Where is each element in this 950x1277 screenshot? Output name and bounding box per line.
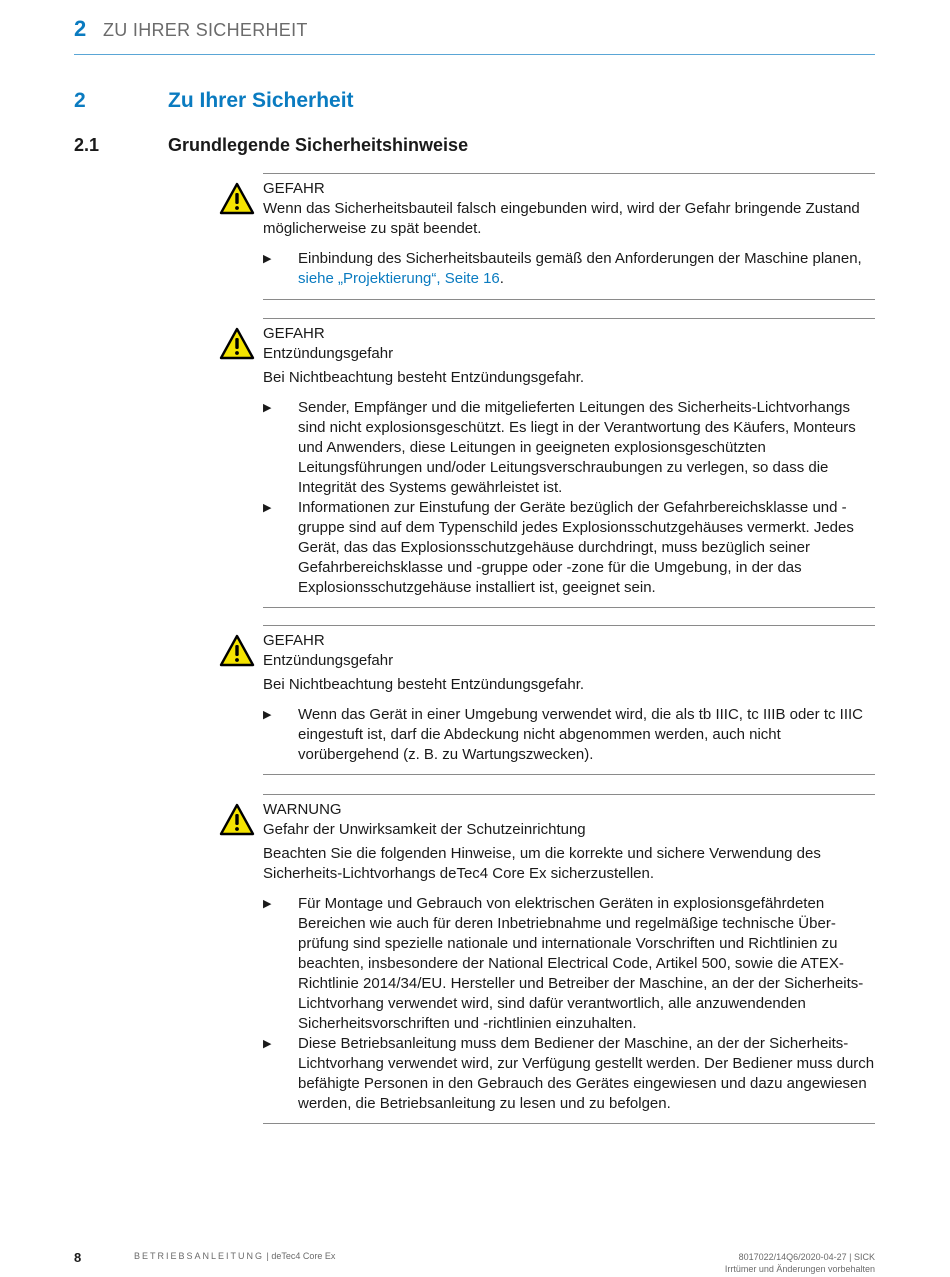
subsection-number: 2.1 (74, 135, 100, 155)
list-item-text: Informationen zur Einstufung der Geräte bezüglich der Gefahrbereichsklasse und -gruppe sind auf dem Typenschild jedes Explosionsschutzgehäuses vermerkt. Jedes Gerät, das das Explosionsschutzgehäuse durchdringt, muss bezüglich seiner Gefahrbereichsklasse und -gruppe oder -zone für die Umgebung, in der das Explosionsschutzgehäuse installiert ist, geeignet sein. (298, 499, 854, 596)
warning-triangle-icon (219, 182, 255, 215)
action-list (263, 398, 875, 598)
list-item-text: Diese Betriebsanleitung muss dem Bediener der Maschine, an der der Sicherheits-Lichtvorhang verwendet wird, zur Verfügung gestellt werden. Der Bediener muss durch befähigte Personen in den Gebrauch des Gerätes eingewiesen und dazu angewiesen werden, die Betriebsanleitung zu lesen und zu befolgen. (298, 1035, 875, 1112)
running-header (74, 16, 875, 55)
header-chapter-title: ZU IHRER SICHERHEIT (103, 20, 308, 40)
footer-disclaimer: Irrtümer und Änderungen vorbehalten (724, 1264, 875, 1274)
list-item-text: Einbindung des Sicherheitsbauteils gemäß den Anforderungen der Maschine planen, (298, 250, 862, 267)
bullet-arrow-icon: ▶ (263, 502, 272, 514)
section-number: 2 (74, 89, 86, 112)
section-heading (74, 89, 875, 117)
warning-triangle-icon (219, 803, 255, 836)
bullet-arrow-icon: ▶ (263, 1038, 272, 1050)
footer-reference (725, 1251, 875, 1275)
action-list (263, 249, 875, 289)
footer-product: deTec4 Core Ex (271, 1251, 336, 1261)
bullet-arrow-icon: ▶ (263, 253, 272, 265)
bullet-arrow-icon: ▶ (263, 709, 272, 721)
footer-doc-ref: 8017022/14Q6/2020-04-27 | SICK (738, 1252, 875, 1262)
header-chapter-number: 2 (74, 16, 87, 41)
notice-body: Bei Nichtbeachtung besteht Entzündungsgefahr. (263, 676, 585, 693)
footer-doc-type: BETRIEBSANLEITUNG (134, 1251, 265, 1261)
danger-notice (263, 625, 875, 775)
list-item (263, 894, 875, 1034)
notice-body: Bei Nichtbeachtung besteht Entzündungsgefahr. (263, 369, 585, 386)
danger-notice (263, 318, 875, 608)
action-list (263, 705, 875, 765)
warning-notice (263, 794, 875, 1124)
list-item-text-end: . (499, 270, 504, 287)
list-item (263, 398, 875, 498)
subsection-heading (74, 135, 875, 161)
notice-body: Wenn das Sicherheitsbauteil falsch eingebunden wird, wird der Gefahr bringende Zustand möglicherweise zu spät beendet. (263, 200, 860, 237)
warning-triangle-icon (219, 634, 255, 667)
signal-word: GEFAHR (263, 632, 325, 649)
section-title: Zu Ihrer Sicherheit (168, 89, 354, 112)
bullet-arrow-icon: ▶ (263, 898, 272, 910)
list-item (263, 249, 875, 289)
notice-subtitle: Entzündungsgefahr (263, 345, 394, 362)
list-item-text: Für Montage und Gebrauch von elektrischen Geräten in explosionsgefährdeten Bereichen wie auch für deren Inbetriebnahme und regelmäßige technische Überprüfung sind spezielle nationale und internationale Vorschriften und Richtlinien zu beachten, insbesondere der National Electrical Code, Artikel 500, sowie die ATEX-Richtlinie 2014/34/EU. Hersteller und Betreiber der Maschine, an der der Sicherheits-Lichtvorhang verwendet wird, sind dafür verantwortlich, alle anzuwendenden Sicherheitsvorschriften und -richtlinien einzuhalten. (298, 895, 864, 1032)
list-item (263, 498, 875, 598)
footer-separator: | (264, 1251, 272, 1261)
signal-word: GEFAHR (263, 180, 325, 197)
notice-subtitle: Gefahr der Unwirksamkeit der Schutzeinrichtung (263, 821, 586, 838)
bullet-arrow-icon: ▶ (263, 402, 272, 414)
list-item-text: Wenn das Gerät in einer Umgebung verwendet wird, die als tb IIIC, tc IIIB oder tc IIIC eingestuft ist, darf die Abdeckung nicht abgenommen werden, auch nicht vorübergehend (z. B. zu Wartungszwecken). (298, 706, 863, 763)
notice-subtitle: Entzündungsgefahr (263, 652, 394, 669)
action-list (263, 894, 875, 1114)
notice-body: Beachten Sie die folgenden Hinweise, um die korrekte und sichere Verwendung des Sicherheits-Lichtvorhangs deTec4 Core Ex sicherzustellen. (263, 845, 821, 882)
footer-document-label (134, 1251, 335, 1261)
warning-triangle-icon (219, 327, 255, 360)
signal-word: GEFAHR (263, 325, 325, 342)
list-item (263, 1034, 875, 1114)
list-item (263, 705, 875, 765)
danger-notice (263, 173, 875, 300)
list-item-text: Sender, Empfänger und die mitgelieferten Leitungen des Sicherheits-Lichtvorhangs sind nicht explosionsgeschützt. Es liegt in der Verantwortung des Käufers, Monteurs und Anwenders, diese Leitungen in geeigneten explosionsgeschützten Leitungsführungen und/oder Leitungsverschraubungen zu verlegen, so dass die Integrität des Systems gewährleistet ist. (298, 399, 856, 496)
page-number: 8 (74, 1250, 82, 1265)
signal-word: WARNUNG (263, 801, 342, 818)
page-footer (74, 1250, 875, 1272)
subsection-title: Grundlegende Sicherheitshinweise (168, 135, 469, 155)
cross-reference-link[interactable]: siehe „Projektierung“, Seite 16 (298, 270, 500, 287)
